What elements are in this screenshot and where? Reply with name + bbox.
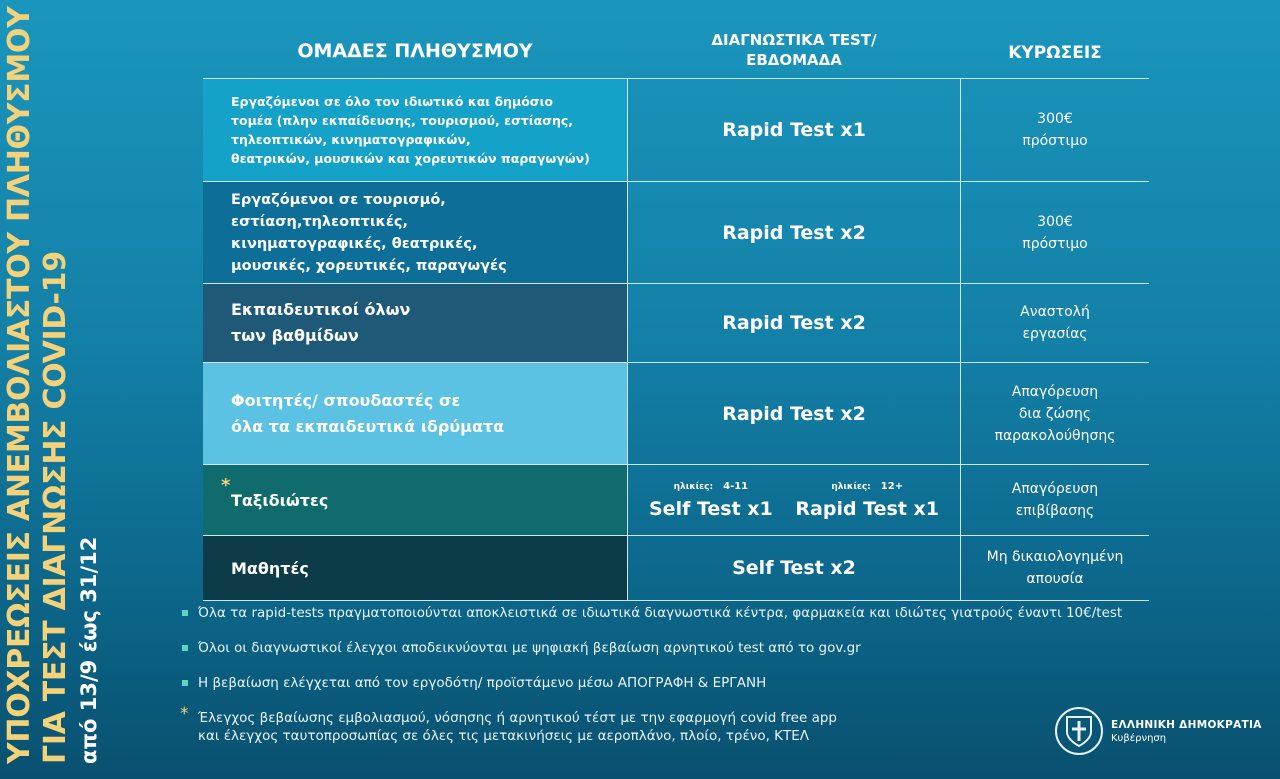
group-cell (203, 363, 627, 464)
list-item (178, 674, 1122, 692)
group-text: όλα τα εκπαιδευτικά ιδρύματα (231, 416, 505, 436)
header-groups: ΟΜΑΔΕΣ ΠΛΗΘΥΣΜΟΥ (297, 40, 533, 62)
sanction-cell (961, 284, 1149, 362)
logo-subtitle: Κυβέρνηση (1111, 732, 1167, 744)
bullet-icon (182, 645, 188, 651)
asterisk-icon: * (221, 475, 231, 496)
test-young: Self Test x1 (649, 497, 773, 520)
sanction-text: Μη δικαιολογημένη (986, 549, 1124, 565)
table-row (203, 284, 1149, 363)
group-text: Εργαζόμενοι σε τουρισμό, εστίαση,τηλεοπτικές, (231, 191, 446, 230)
sanction-text: Απαγόρευση (1011, 481, 1099, 497)
emblem-icon (1055, 707, 1103, 755)
table-row (203, 536, 1149, 601)
sanction-text: πρόστιμο (1022, 235, 1088, 252)
group-cell (203, 284, 627, 362)
table-row (203, 363, 1149, 465)
test-cell (627, 465, 961, 535)
age-range-young (674, 481, 749, 492)
group-cell (203, 536, 627, 600)
test-old: Rapid Test x1 (795, 497, 939, 520)
age-value: 4-11 (723, 480, 749, 492)
sanction-text: εργασίας (1022, 326, 1088, 342)
bullet-icon (182, 680, 188, 686)
sanction-cell (961, 363, 1149, 464)
group-text: τομέα (πλην εκπαίδευσης, τουρισμού, εστίασης, (231, 113, 574, 128)
title-line-1: ΥΠΟΧΡΕΩΣΕΙΣ ΑΝΕΜΒΟΛΙΑΣΤΟΥ ΠΛΗΘΥΣΜΟΥ (2, 6, 37, 764)
test-cell: Rapid Test x2 (627, 284, 961, 362)
header-tests-line1: ΔΙΑΓΝΩΣΤΙΚΑ TEST/ (711, 31, 877, 49)
table-row (203, 182, 1149, 284)
note-text: Η βεβαίωση ελέγχεται από τον εργοδότη/ προϊστάμενο μέσω ΑΠΟΓΡΑΦΗ & ΕΡΓΑΝΗ (198, 675, 767, 691)
group-text: κινηματογραφικές, θεατρικές, (231, 235, 478, 252)
note-text: Όλα τα rapid-tests πραγματοποιούνται αποκλειστικά σε ιδιωτικά διαγνωστικά κέντρα, φαρμακεία και ιδιώτες γιατρούς έναντι 10€/test (198, 605, 1123, 621)
group-cell (203, 79, 627, 181)
logo-title: ΕΛΛΗΝΙΚΗ ΔΗΜΟΚΡΑΤΙΑ (1111, 718, 1262, 731)
test-cell: Rapid Test x1 (627, 79, 961, 181)
asterisk-icon: * (180, 704, 189, 724)
sanction-cell (961, 536, 1149, 600)
test-cell: Rapid Test x2 (627, 182, 961, 283)
sanction-text: 300€ (1037, 111, 1073, 127)
date-range: από 13/9 έως 31/12 (77, 536, 101, 764)
age-value: 12+ (880, 480, 904, 492)
sanction-cell (961, 79, 1149, 181)
note-text: και έλεγχος ταυτοπροσωπίας σε όλες τις μετακινήσεις με αεροπλάνο, πλοίο, τρένο, ΚΤΕΛ (198, 728, 810, 744)
sanction-text: επιβίβασης (1015, 503, 1095, 519)
sanction-text: απουσία (1026, 571, 1084, 587)
age-label: ηλικίες: (831, 481, 871, 492)
header-sanctions: ΚΥΡΩΣΕΙΣ (1008, 43, 1102, 63)
header-tests-line2: ΕΒΔΟΜΑΔΑ (746, 51, 842, 69)
sanction-text: 300€ (1037, 213, 1073, 230)
group-cell (203, 182, 627, 283)
test-cell: Rapid Test x2 (627, 363, 961, 464)
requirements-table (203, 78, 1149, 601)
government-logo (1055, 707, 1262, 755)
sanction-text: παρακολούθησης (994, 427, 1116, 444)
list-item (178, 704, 1122, 745)
sanction-text: Απαγόρευση (1011, 383, 1099, 400)
footnotes (178, 604, 1122, 762)
group-text: Φοιτητές/ σπουδαστές σε (231, 390, 461, 410)
note-text: Έλεγχος βεβαίωσης εμβολιασμού, νόσησης ή αρνητικού τέστ με την εφαρμογή covid free app (198, 710, 837, 726)
group-text: Μαθητές (231, 558, 309, 578)
sanction-text: δια ζώσης (1018, 405, 1092, 422)
age-label: ηλικίες: (673, 481, 714, 492)
group-text: μουσικές, χορευτικές, παραγωγές (231, 257, 507, 274)
list-item (178, 604, 1122, 622)
group-text: Ταξιδιώτες (231, 490, 329, 510)
group-text: Εργαζόμενοι σε όλο τον ιδιωτικό και δημόσιο (231, 94, 553, 109)
test-cell: Self Test x2 (627, 536, 961, 600)
group-text: θεατρικών, μουσικών και χορευτικών παραγωγών) (231, 151, 590, 166)
group-text: των βαθμίδων (231, 326, 359, 345)
age-range-old (831, 481, 903, 492)
title-line-2: ΓΙΑ ΤΕΣΤ ΔΙΑΓΝΩΣΗΣ COVID-19 (38, 251, 73, 764)
sanction-text: Αναστολή (1020, 304, 1090, 320)
sanction-text: πρόστιμο (1022, 133, 1088, 149)
note-text: Όλοι οι διαγνωστικοί έλεγχοι αποδεικνύονται με ψηφιακή βεβαίωση αρνητικού test από το gov.gr (198, 640, 861, 656)
list-item (178, 639, 1122, 657)
group-text: Εκπαιδευτικοί όλων (231, 300, 411, 319)
vertical-title (0, 0, 160, 779)
table-row (203, 79, 1149, 182)
header-tests (628, 30, 960, 70)
group-text: τηλεοπτικών, κινηματογραφικών, (231, 132, 471, 147)
sanction-cell (961, 182, 1149, 283)
bullet-icon (182, 610, 188, 616)
sanction-cell (961, 465, 1149, 535)
table-row (203, 465, 1149, 536)
group-cell (203, 465, 627, 535)
